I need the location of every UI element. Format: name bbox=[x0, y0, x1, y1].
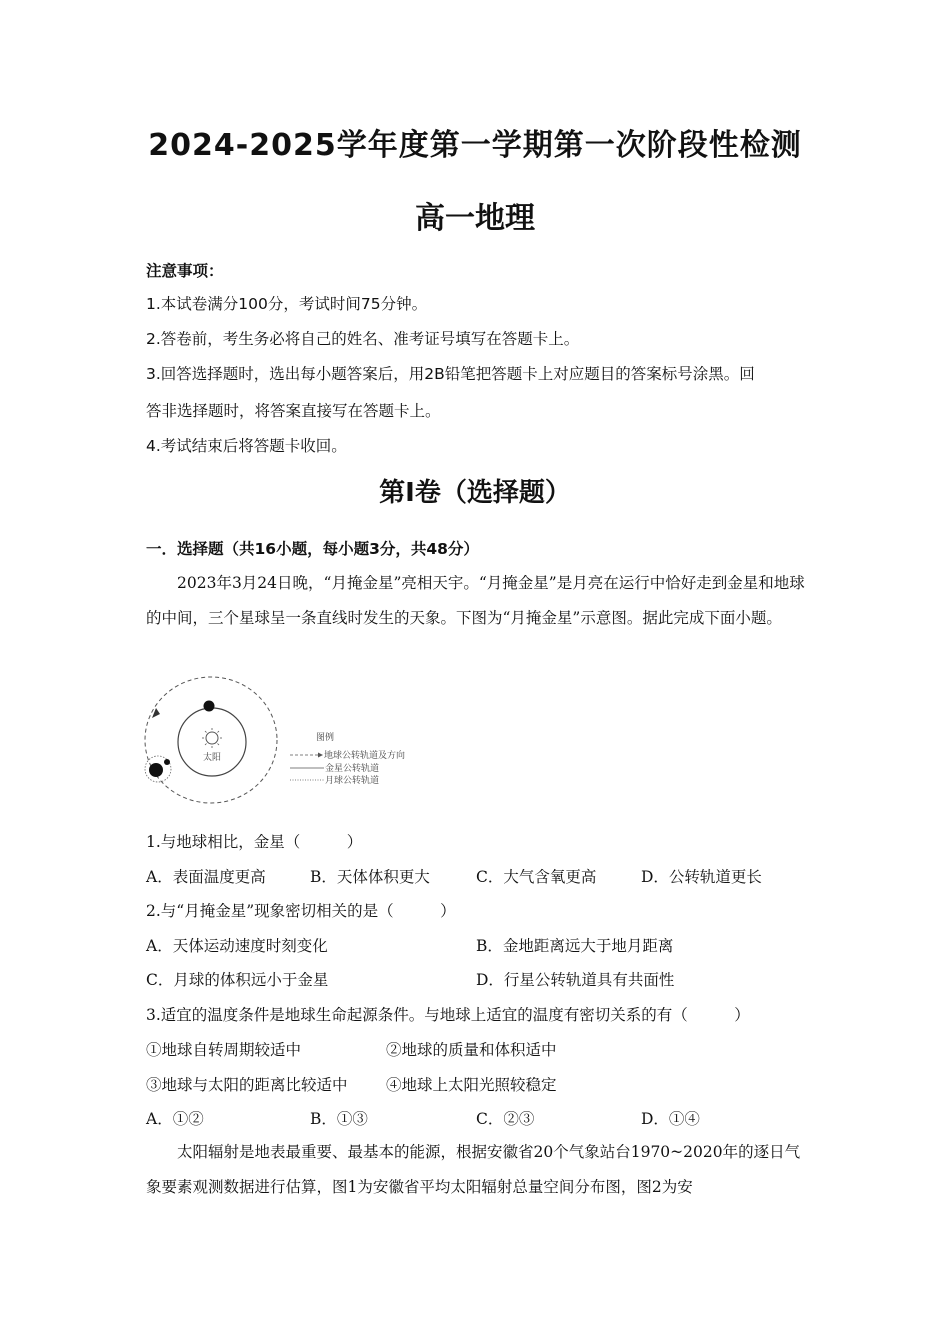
moon-venus-diagram bbox=[138, 672, 428, 812]
note-item: 答非选择题时，将答案直接写在答题卡上。 bbox=[146, 402, 441, 420]
q2-stem: 2.与“月掩金星”现象密切相关的是（ ） bbox=[146, 902, 456, 920]
q2-option-a: A．天体运动速度时刻变化 bbox=[146, 937, 328, 955]
q1-option-c: C．大气含氧更高 bbox=[476, 868, 597, 886]
q3-choice-3: ③地球与太阳的距离比较适中 bbox=[146, 1076, 348, 1094]
sun-icon bbox=[206, 732, 218, 744]
q3-option-c: C．②③ bbox=[476, 1110, 535, 1128]
note-item: 3.回答选择题时，选出每小题答案后，用2B铅笔把答题卡上对应题目的答案标号涂黑。回 bbox=[146, 365, 755, 383]
earth-icon bbox=[149, 763, 163, 777]
legend-arrow-icon bbox=[318, 753, 323, 758]
q1-option-a: A．表面温度更高 bbox=[146, 868, 266, 886]
section-title: 第I卷（选择题） bbox=[379, 478, 571, 508]
q1-options bbox=[146, 865, 806, 887]
q2-option-d: D．行星公转轨道具有共面性 bbox=[476, 971, 675, 989]
venus-orbit bbox=[178, 708, 246, 776]
note-item: 4.考试结束后将答题卡收回。 bbox=[146, 437, 347, 455]
q2-option-c: C．月球的体积远小于金星 bbox=[146, 971, 329, 989]
legend-earth: 地球公转轨道及方向 bbox=[324, 751, 406, 761]
legend-moon: 月球公转轨道 bbox=[325, 776, 380, 786]
q2-option-b: B．金地距离远大于地月距离 bbox=[476, 937, 674, 955]
venus-icon bbox=[204, 701, 215, 712]
legend-title: 图例 bbox=[316, 733, 335, 743]
note-item: 1.本试卷满分100分，考试时间75分钟。 bbox=[146, 295, 428, 313]
passage-1: 2023年3月24日晚，“月掩金星”亮相天宇。“月掩金星”是月亮在运行中恰好走到金星和地球的中间，三个星球呈一条直线时发生的天象。下图为“月掩金星”示意图。据此完成下面小题。 bbox=[146, 574, 805, 627]
q3-choice-4: ④地球上太阳光照较稳定 bbox=[386, 1076, 557, 1094]
q1-option-d: D．公转轨道更长 bbox=[641, 868, 762, 886]
q1-option-b: B．天体体积更大 bbox=[310, 868, 430, 886]
q3-options bbox=[146, 1107, 806, 1129]
section-part: 一．选择题（共16小题，每小题3分，共48分） bbox=[146, 540, 479, 558]
q3-option-d: D．①④ bbox=[641, 1110, 700, 1128]
sun-rays bbox=[202, 728, 222, 748]
q3-choice-2: ②地球的质量和体积适中 bbox=[386, 1041, 557, 1059]
legend-venus: 金星公转轨道 bbox=[325, 764, 380, 774]
q3-option-b: B．①③ bbox=[310, 1110, 368, 1128]
q3-option-a: A．①② bbox=[146, 1110, 204, 1128]
moon-icon bbox=[164, 759, 170, 765]
q2-options bbox=[146, 934, 806, 990]
passage-2: 太阳辐射是地表最重要、最基本的能源，根据安徽省20个气象站台1970~2020年的逐日气象要素观测数据进行估算，图1为安徽省平均太阳辐射总量空间分布图，图2为安 bbox=[146, 1143, 801, 1196]
q3-choice-1: ①地球自转周期较适中 bbox=[146, 1041, 302, 1059]
earth-orbit bbox=[145, 677, 277, 803]
exam-title: 2024-2025学年度第一学期第一次阶段性检测 bbox=[148, 128, 802, 163]
exam-subject: 高一地理 bbox=[415, 201, 535, 236]
note-item: 2.答卷前，考生务必将自己的姓名、准考证号填写在答题卡上。 bbox=[146, 330, 580, 348]
q3-choices bbox=[146, 1038, 806, 1094]
sun-label: 太阳 bbox=[202, 753, 222, 763]
q1-stem: 1.与地球相比，金星（ ） bbox=[146, 833, 363, 851]
q3-stem: 3.适宜的温度条件是地球生命起源条件。与地球上适宜的温度有密切关系的有（ ） bbox=[146, 1006, 750, 1024]
notes-heading: 注意事项： bbox=[146, 262, 224, 280]
